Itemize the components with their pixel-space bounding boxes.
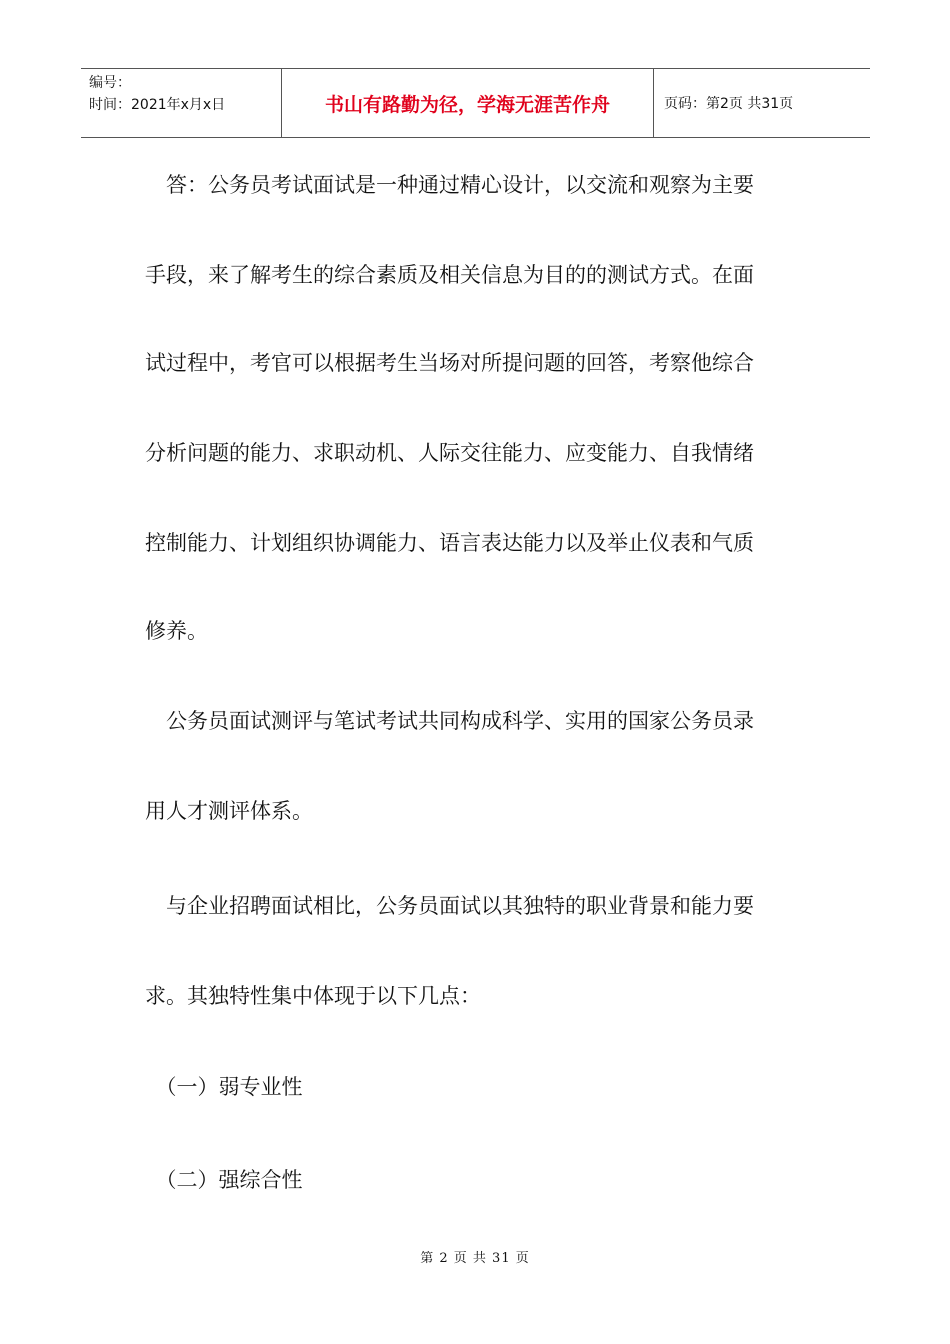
- page-footer: 第 2 页 共 31 页: [420, 1251, 530, 1266]
- motto-text: 书山有路勤为径，学海无涯苦作舟: [324, 93, 610, 116]
- number-label: 编号：: [89, 75, 131, 91]
- time-label: 时间：2021年x月x日: [89, 97, 226, 113]
- body-line-6: 修养。: [145, 619, 208, 643]
- header-motto: [282, 69, 654, 137]
- body-line-1: 答：公务员考试面试是一种通过精心设计，以交流和观察为主要: [145, 173, 754, 197]
- body-line-3: 试过程中，考官可以根据考生当场对所提问题的回答，考察他综合: [145, 351, 754, 375]
- body-line-7: 公务员面试测评与笔试考试共同构成科学、实用的国家公务员录: [145, 709, 754, 733]
- header-page-info: 页码：第2页 共31页: [664, 96, 794, 112]
- body-line-2: 手段，来了解考生的综合素质及相关信息为目的的测试方式。在面: [145, 263, 754, 287]
- body-line-5: 控制能力、计划组织协调能力、语言表达能力以及举止仪表和气质: [145, 531, 754, 555]
- page-header: [81, 68, 870, 138]
- body-line-11: （一）弱专业性: [145, 1075, 303, 1099]
- body-line-12: （二）强综合性: [145, 1168, 303, 1192]
- body-line-4: 分析问题的能力、求职动机、人际交往能力、应变能力、自我情绪: [145, 441, 754, 465]
- body-line-9: 与企业招聘面试相比，公务员面试以其独特的职业背景和能力要: [145, 894, 754, 918]
- body-line-8: 用人才测评体系。: [145, 799, 313, 823]
- body-line-10: 求。其独特性集中体现于以下几点：: [145, 984, 481, 1008]
- header-meta: [81, 69, 282, 137]
